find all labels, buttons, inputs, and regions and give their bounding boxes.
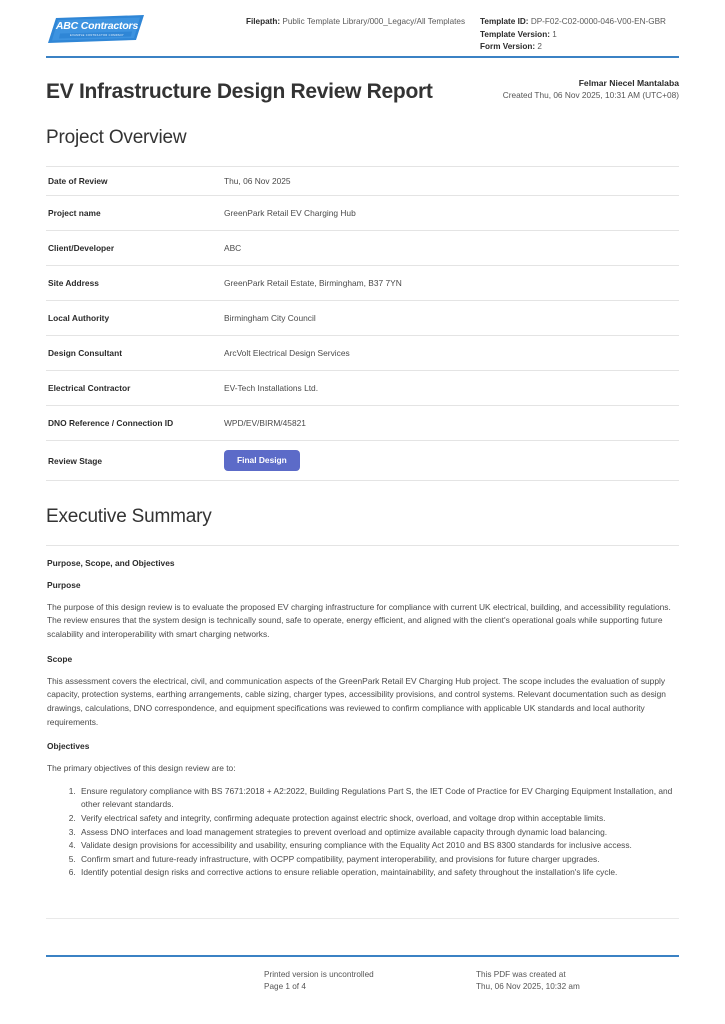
table-row [46, 301, 679, 336]
logo-container [46, 14, 246, 44]
row-value: ABC [224, 243, 242, 254]
row-value: WPD/EV/BIRM/45821 [224, 418, 306, 429]
subsection-title-purpose-scope-objectives: Purpose, Scope, and Objectives [47, 557, 175, 568]
list-item: 6. Identify potential design risks and corrective actions to ensure reliable operation, maintainability, and safety throughout the installation's life cycle. [78, 866, 679, 880]
paragraph-purpose: The purpose of this design review is to evaluate the proposed EV charging infrastructure for compliance with current UK electrical, building, and accessibility regulations. The review ensures that the system design is technically sound, safe to operate, energy efficient, and aligned with the client's operational goals while supporting future scalability and interoperability with smart charging networks. [47, 601, 671, 640]
filepath-value: Public Template Library/000_Legacy/All Templates [282, 17, 466, 26]
pdf-created-label: This PDF was created at [476, 969, 566, 979]
paragraph-scope: This assessment covers the electrical, civil, and communication aspects of the GreenPark Retail EV Charging Hub project. The scope includes the evaluation of supply capacity, protection systems, earthing arrangements, cable sizing, charger types, accessibility provisions, and control systems. Relevant documentation such as design drawings, calculations, DNO correspondence, and equipment specifications was reviewed to confirm compliance with applicable UK standards and local authority requirements. [47, 675, 666, 727]
row-label: DNO Reference / Connection ID [48, 418, 174, 429]
template-version-label: Template Version: [480, 29, 550, 39]
author-block [503, 77, 679, 103]
template-version-row [480, 29, 679, 42]
logo-name: ABC Contractors [55, 20, 139, 32]
logo-shape-icon [48, 14, 144, 44]
pdf-created-value: Thu, 06 Nov 2025, 10:32 am [476, 982, 580, 992]
list-item: 3. Assess DNO interfaces and load management strategies to prevent overload and optimize available capacity through dynamic load balancing. [78, 826, 679, 840]
section-heading-executive-summary: Executive Summary [46, 505, 212, 527]
page-indicator: Page 1 of 4 [264, 982, 306, 992]
section-heading-project-overview: Project Overview [46, 127, 187, 149]
executive-summary-divider [46, 545, 679, 546]
document-footer [46, 918, 679, 1024]
subsection-heading-objectives: Objectives [47, 741, 90, 752]
form-version-label: Form Version: [480, 42, 536, 52]
list-item: 5. Confirm smart and future-ready infrastructure, with OCPP compatibility, payment interoperability, and provisions for future charger upgrades. [78, 853, 679, 867]
footer-pdf-created [476, 969, 679, 994]
form-version-value: 2 [537, 42, 542, 52]
row-value: GreenPark Retail Estate, Birmingham, B37 7YN [224, 278, 402, 289]
page-title: EV Infrastructure Design Review Report [46, 80, 433, 104]
row-value: EV-Tech Installations Ltd. [224, 383, 319, 394]
list-item: 2. Verify electrical safety and integrity, confirming adequate protection against electric shock, overload, and voltage drop within acceptable limits. [78, 812, 679, 826]
table-row [46, 336, 679, 371]
row-value: Thu, 06 Nov 2025 [224, 176, 291, 187]
list-item: 4. Validate design provisions for accessibility and usability, ensuring compliance with the Equality Act 2010 and BS 8300 standards for inclusive access. [78, 839, 679, 853]
row-label: Date of Review [48, 176, 108, 187]
table-row [46, 196, 679, 231]
table-row [46, 231, 679, 266]
row-value: Birmingham City Council [224, 313, 316, 324]
logo-subtitle: EXAMPLE CONTRACTOR COMPANY [70, 34, 124, 37]
template-id-row [480, 16, 679, 29]
paragraph-objectives-intro: The primary objectives of this design review are to: [47, 763, 236, 774]
row-label: Site Address [48, 278, 99, 289]
objectives-list [46, 785, 679, 880]
row-label: Local Authority [48, 313, 110, 324]
row-label: Project name [48, 208, 101, 219]
row-label: Client/Developer [48, 243, 115, 254]
status-badge[interactable]: Final Design [224, 450, 300, 470]
project-overview-table-body [46, 167, 679, 480]
footer-left-spacer [46, 969, 264, 994]
template-id-label: Template ID: [480, 17, 529, 26]
row-value: GreenPark Retail EV Charging Hub [224, 208, 356, 219]
header-template-meta [476, 14, 679, 54]
footer-thin-divider [46, 918, 679, 919]
author-name: Felmar Niecel Mantalaba [578, 78, 679, 88]
title-row [46, 58, 679, 103]
header-filepath [246, 14, 476, 29]
subsection-heading-scope: Scope [47, 653, 73, 664]
abc-contractors-logo [48, 14, 144, 44]
row-value [224, 441, 679, 480]
created-timestamp: Created Thu, 06 Nov 2025, 10:31 AM (UTC+08) [502, 90, 679, 101]
row-label: Design Consultant [48, 348, 122, 359]
project-overview-table [46, 166, 679, 480]
subsection-heading-purpose: Purpose [47, 579, 81, 590]
footer-columns [46, 957, 679, 1024]
table-row [46, 371, 679, 406]
template-id-value: DP-F02-C02-0000-046-V00-EN-GBR [530, 17, 666, 26]
list-item: 1. Ensure regulatory compliance with BS 7671:2018 + A2:2022, Building Regulations Part S, the IET Code of Practice for EV Charging Equipment Installation, and other relevant standards. [78, 785, 679, 812]
footer-print-notice [264, 969, 476, 994]
form-version-row [480, 41, 679, 54]
printed-version-notice: Printed version is uncontrolled [264, 969, 374, 979]
table-row [46, 406, 679, 441]
filepath-label: Filepath: [246, 17, 281, 26]
row-value: ArcVolt Electrical Design Services [224, 348, 350, 359]
document-header [46, 0, 679, 56]
row-label: Electrical Contractor [48, 383, 131, 394]
template-version-value: 1 [552, 29, 557, 39]
table-row-review-stage [46, 441, 679, 480]
row-label: Review Stage [48, 455, 102, 466]
table-row [46, 266, 679, 301]
table-row [46, 167, 679, 196]
